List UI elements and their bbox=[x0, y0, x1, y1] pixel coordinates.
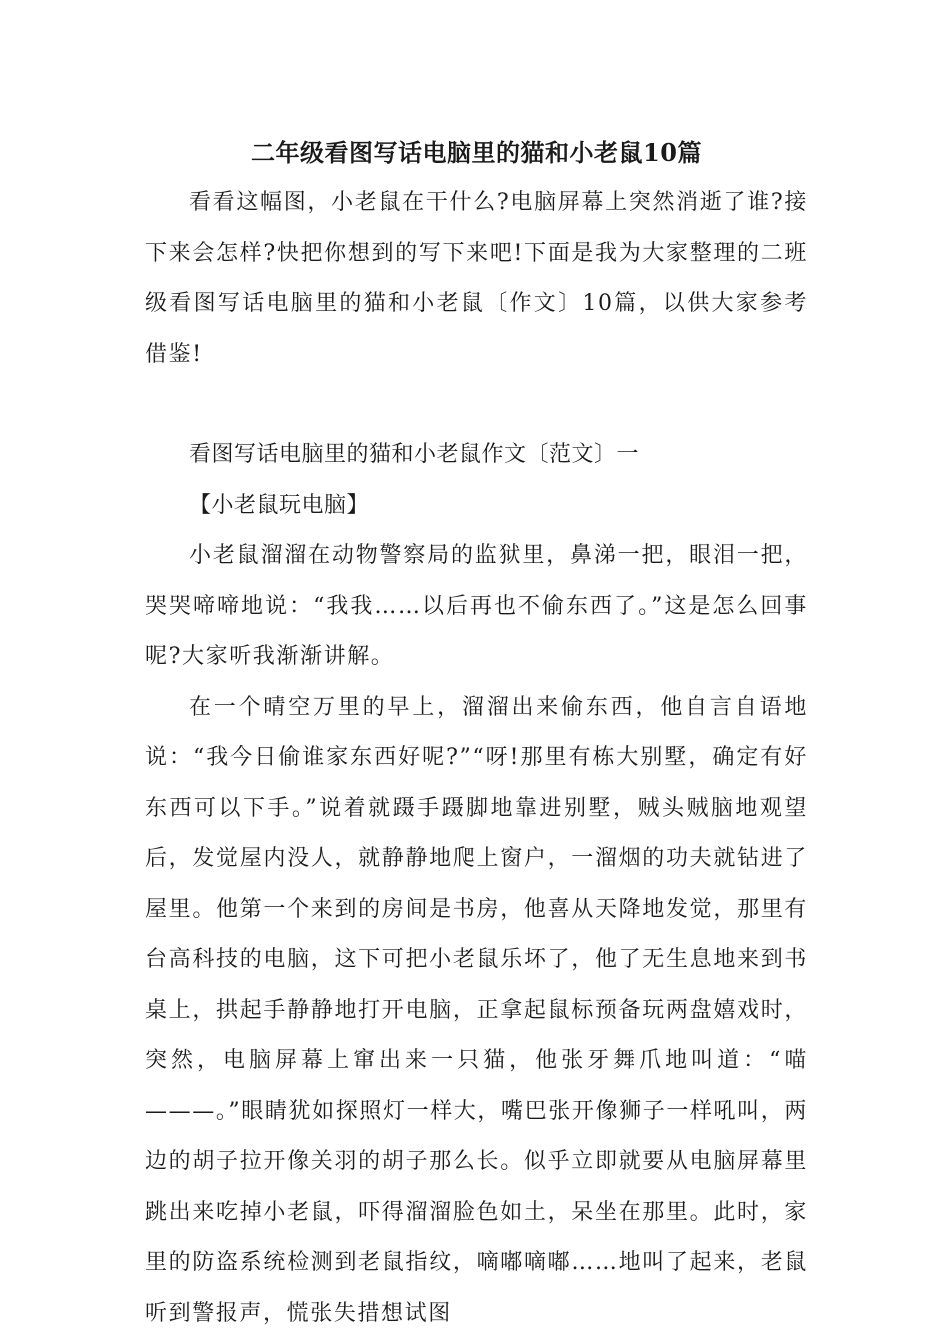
section-heading: 看图写话电脑里的猫和小老鼠作文〔范文〕一 bbox=[189, 442, 640, 467]
intro-paragraph: 看看这幅图，小老鼠在干什么?电脑屏幕上突然消逝了谁?接下来会怎样?快把你想到的写下来吧!下面是我为大家整理的二班级看图写话电脑里的猫和小老鼠〔作文〕10篇，以供大家参考借鉴! bbox=[145, 190, 808, 367]
document-title: 二年级看图写话电脑里的猫和小老鼠10篇 bbox=[251, 138, 702, 167]
blank-line bbox=[145, 380, 808, 430]
body-paragraph-1: 小老鼠溜溜在动物警察局的监狱里，鼻涕一把，眼泪一把，哭哭啼啼地说：“我我……以后再也不偷东西了。”这是怎么回事呢?大家听我渐渐讲解。 bbox=[145, 543, 808, 669]
body-paragraph-2: 在一个晴空万里的早上，溜溜出来偷东西，他自言自语地说：“我今日偷谁家东西好呢?”“呀!那里有栋大别墅，确定有好东西可以下手。”说着就蹑手蹑脚地靠进别墅，贼头贼脑地观望后，发觉屋内没人，就静静地爬上窗户，一溜烟的功夫就钻进了屋里。他第一个来到的房间是书房，他喜从天降地发觉，那里有台高科技的电脑，这下可把小老鼠乐坏了，他了无生息地来到书桌上，拱起手静静地打开电脑，正拿起鼠标预备玩两盘嬉戏时，突然，电脑屏幕上窜出来一只猫，他张牙舞爪地叫道：“喵———。”眼睛犹如探照灯一样大，嘴巴张开像狮子一样吼叫，两边的胡子拉开像关羽的胡子那么长。似乎立即就要从电脑屏幕里跳出来吃掉小老鼠，吓得溜溜脸色如土，呆坐在那里。此时，家里的防盗系统检测到老鼠指纹，嘀嘟嘀嘟……地叫了起来，老鼠听到警报声，慌张失措想试图 bbox=[145, 694, 808, 1326]
essay-title: 【小老鼠玩电脑】 bbox=[189, 492, 370, 518]
document-page bbox=[145, 128, 808, 1339]
